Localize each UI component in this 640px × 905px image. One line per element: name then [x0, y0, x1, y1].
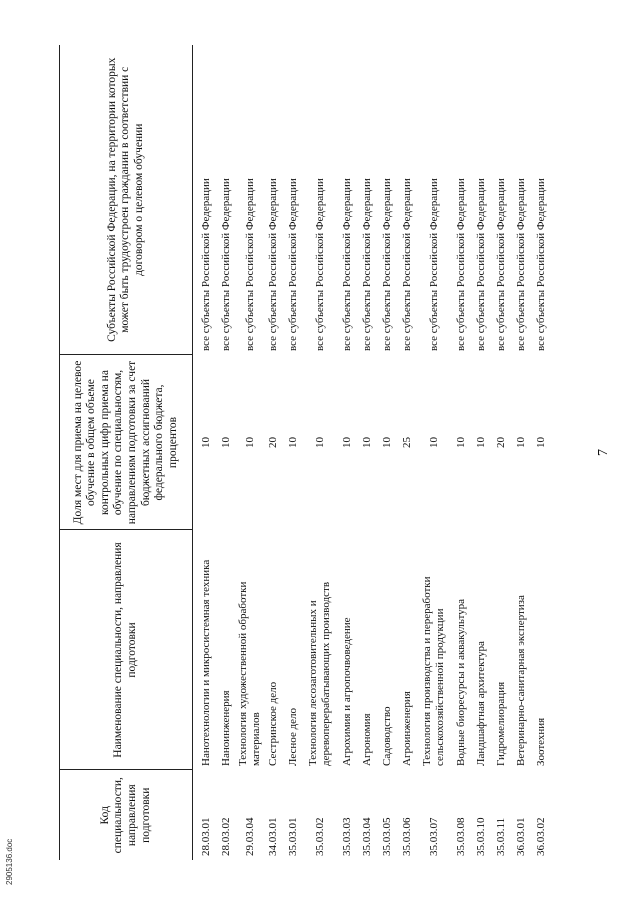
table-row: [511, 45, 531, 860]
code-cell: 35.03.03: [340, 817, 353, 856]
header-code: Код специальности, направления подготовки: [60, 770, 193, 860]
regions-cell: все субъекты Российской Федерации: [400, 178, 413, 351]
regions-cell: все субъекты Российской Федерации: [200, 178, 213, 351]
code-cell: 35.03.02: [313, 817, 326, 856]
code-cell: 34.03.01: [266, 817, 279, 856]
share-cell: 10: [474, 437, 487, 448]
code-cell: 35.03.10: [474, 817, 487, 856]
share-cell: 10: [313, 437, 326, 448]
code-cell: 28.03.01: [200, 817, 213, 856]
code-cell: 36.03.01: [514, 817, 527, 856]
code-cell: 35.03.05: [380, 817, 393, 856]
name-cell: Садоводство: [380, 706, 393, 766]
share-cell: 10: [534, 437, 547, 448]
regions-cell: все субъекты Российской Федерации: [380, 178, 393, 351]
share-cell: 10: [243, 437, 256, 448]
regions-cell: все субъекты Российской Федерации: [340, 178, 353, 351]
name-cell: Наноинженерия: [220, 690, 233, 766]
share-cell: 20: [266, 437, 279, 448]
code-cell: 35.03.01: [286, 817, 299, 856]
regions-cell: все субъекты Российской Федерации: [514, 178, 527, 351]
code-cell: 35.03.06: [400, 817, 413, 856]
share-cell: 20: [494, 437, 507, 448]
share-cell: 10: [200, 437, 213, 448]
share-cell: 10: [220, 437, 233, 448]
regions-cell: все субъекты Российской Федерации: [243, 178, 256, 351]
name-cell: Агроинженерия: [400, 691, 413, 766]
table-row: [303, 45, 337, 860]
regions-cell: все субъекты Российской Федерации: [534, 178, 547, 351]
name-cell: Водные биоресурсы и аквакультура: [454, 598, 467, 766]
table-row: [193, 45, 218, 860]
name-cell: Ландшафтная архитектура: [474, 641, 487, 766]
share-cell: 10: [514, 437, 527, 448]
name-cell: Технология лесозаготовительных и деревоперерабатывающих производств: [307, 581, 333, 766]
page-number: 7: [596, 449, 611, 456]
share-cell: 10: [380, 437, 393, 448]
share-cell: 10: [427, 437, 440, 448]
share-cell: 10: [360, 437, 373, 448]
regions-cell: все субъекты Российской Федерации: [360, 178, 373, 351]
regions-cell: все субъекты Российской Федерации: [454, 178, 467, 351]
name-cell: Агрономия: [360, 713, 373, 766]
name-cell: Технология производства и переработки сельскохозяйственной продукции: [421, 576, 447, 766]
name-cell: Технология художественной обработки материалов: [237, 581, 263, 766]
table-row: [471, 45, 491, 860]
share-cell: 25: [400, 437, 413, 448]
regions-cell: все субъекты Российской Федерации: [286, 178, 299, 351]
name-cell: Нанотехнологии и микросистемная техника: [200, 559, 213, 766]
targeted-admission-table: [59, 45, 551, 860]
table-row: [263, 45, 283, 860]
code-cell: 36.03.02: [534, 817, 547, 856]
table-row: [451, 45, 471, 860]
share-cell: 10: [286, 437, 299, 448]
table-row: [377, 45, 397, 860]
table-row: [217, 45, 237, 860]
table-row: [283, 45, 303, 860]
table-header-row: [60, 45, 193, 860]
header-regions: Субъекты Российской Федерации, на территории которых может быть трудоустроен гражданин в соответствии с договором о целевом обучении: [60, 45, 193, 355]
regions-cell: все субъекты Российской Федерации: [474, 178, 487, 351]
code-cell: 35.03.04: [360, 817, 373, 856]
table-row: [337, 45, 357, 860]
table-body: [193, 45, 552, 860]
name-cell: Гидромелиорация: [494, 681, 507, 766]
name-cell: Сестринское дело: [266, 681, 279, 766]
file-name: 2905136.doc: [5, 838, 14, 885]
code-cell: 35.03.08: [454, 817, 467, 856]
share-cell: 10: [454, 437, 467, 448]
name-cell: Агрохимия и агропочвоведение: [340, 617, 353, 766]
name-cell: Ветеринарно-санитарная экспертиза: [514, 595, 527, 766]
name-cell: Зоотехния: [534, 717, 547, 766]
table-row: [237, 45, 263, 860]
regions-cell: все субъекты Российской Федерации: [266, 178, 279, 351]
table-row: [531, 45, 551, 860]
code-cell: 35.03.11: [494, 817, 507, 856]
header-name: Наименование специальности, направления подготовки: [60, 530, 193, 770]
table-row: [417, 45, 451, 860]
code-cell: 28.03.02: [220, 817, 233, 856]
name-cell: Лесное дело: [286, 707, 299, 766]
share-cell: 10: [340, 437, 353, 448]
code-cell: 35.03.07: [427, 817, 440, 856]
regions-cell: все субъекты Российской Федерации: [220, 178, 233, 351]
table-row: [397, 45, 417, 860]
header-share: Доля мест для приема на целевое обучение в общем объеме контрольных цифр приема на обучение по специальностям, направлениям подготовки за счет бюджетных ассигнований федерального бюджета, процентов: [60, 355, 193, 530]
regions-cell: все субъекты Российской Федерации: [313, 178, 326, 351]
regions-cell: все субъекты Российской Федерации: [494, 178, 507, 351]
table-row: [491, 45, 511, 860]
table-row: [357, 45, 377, 860]
code-cell: 29.03.04: [243, 817, 256, 856]
regions-cell: все субъекты Российской Федерации: [427, 178, 440, 351]
